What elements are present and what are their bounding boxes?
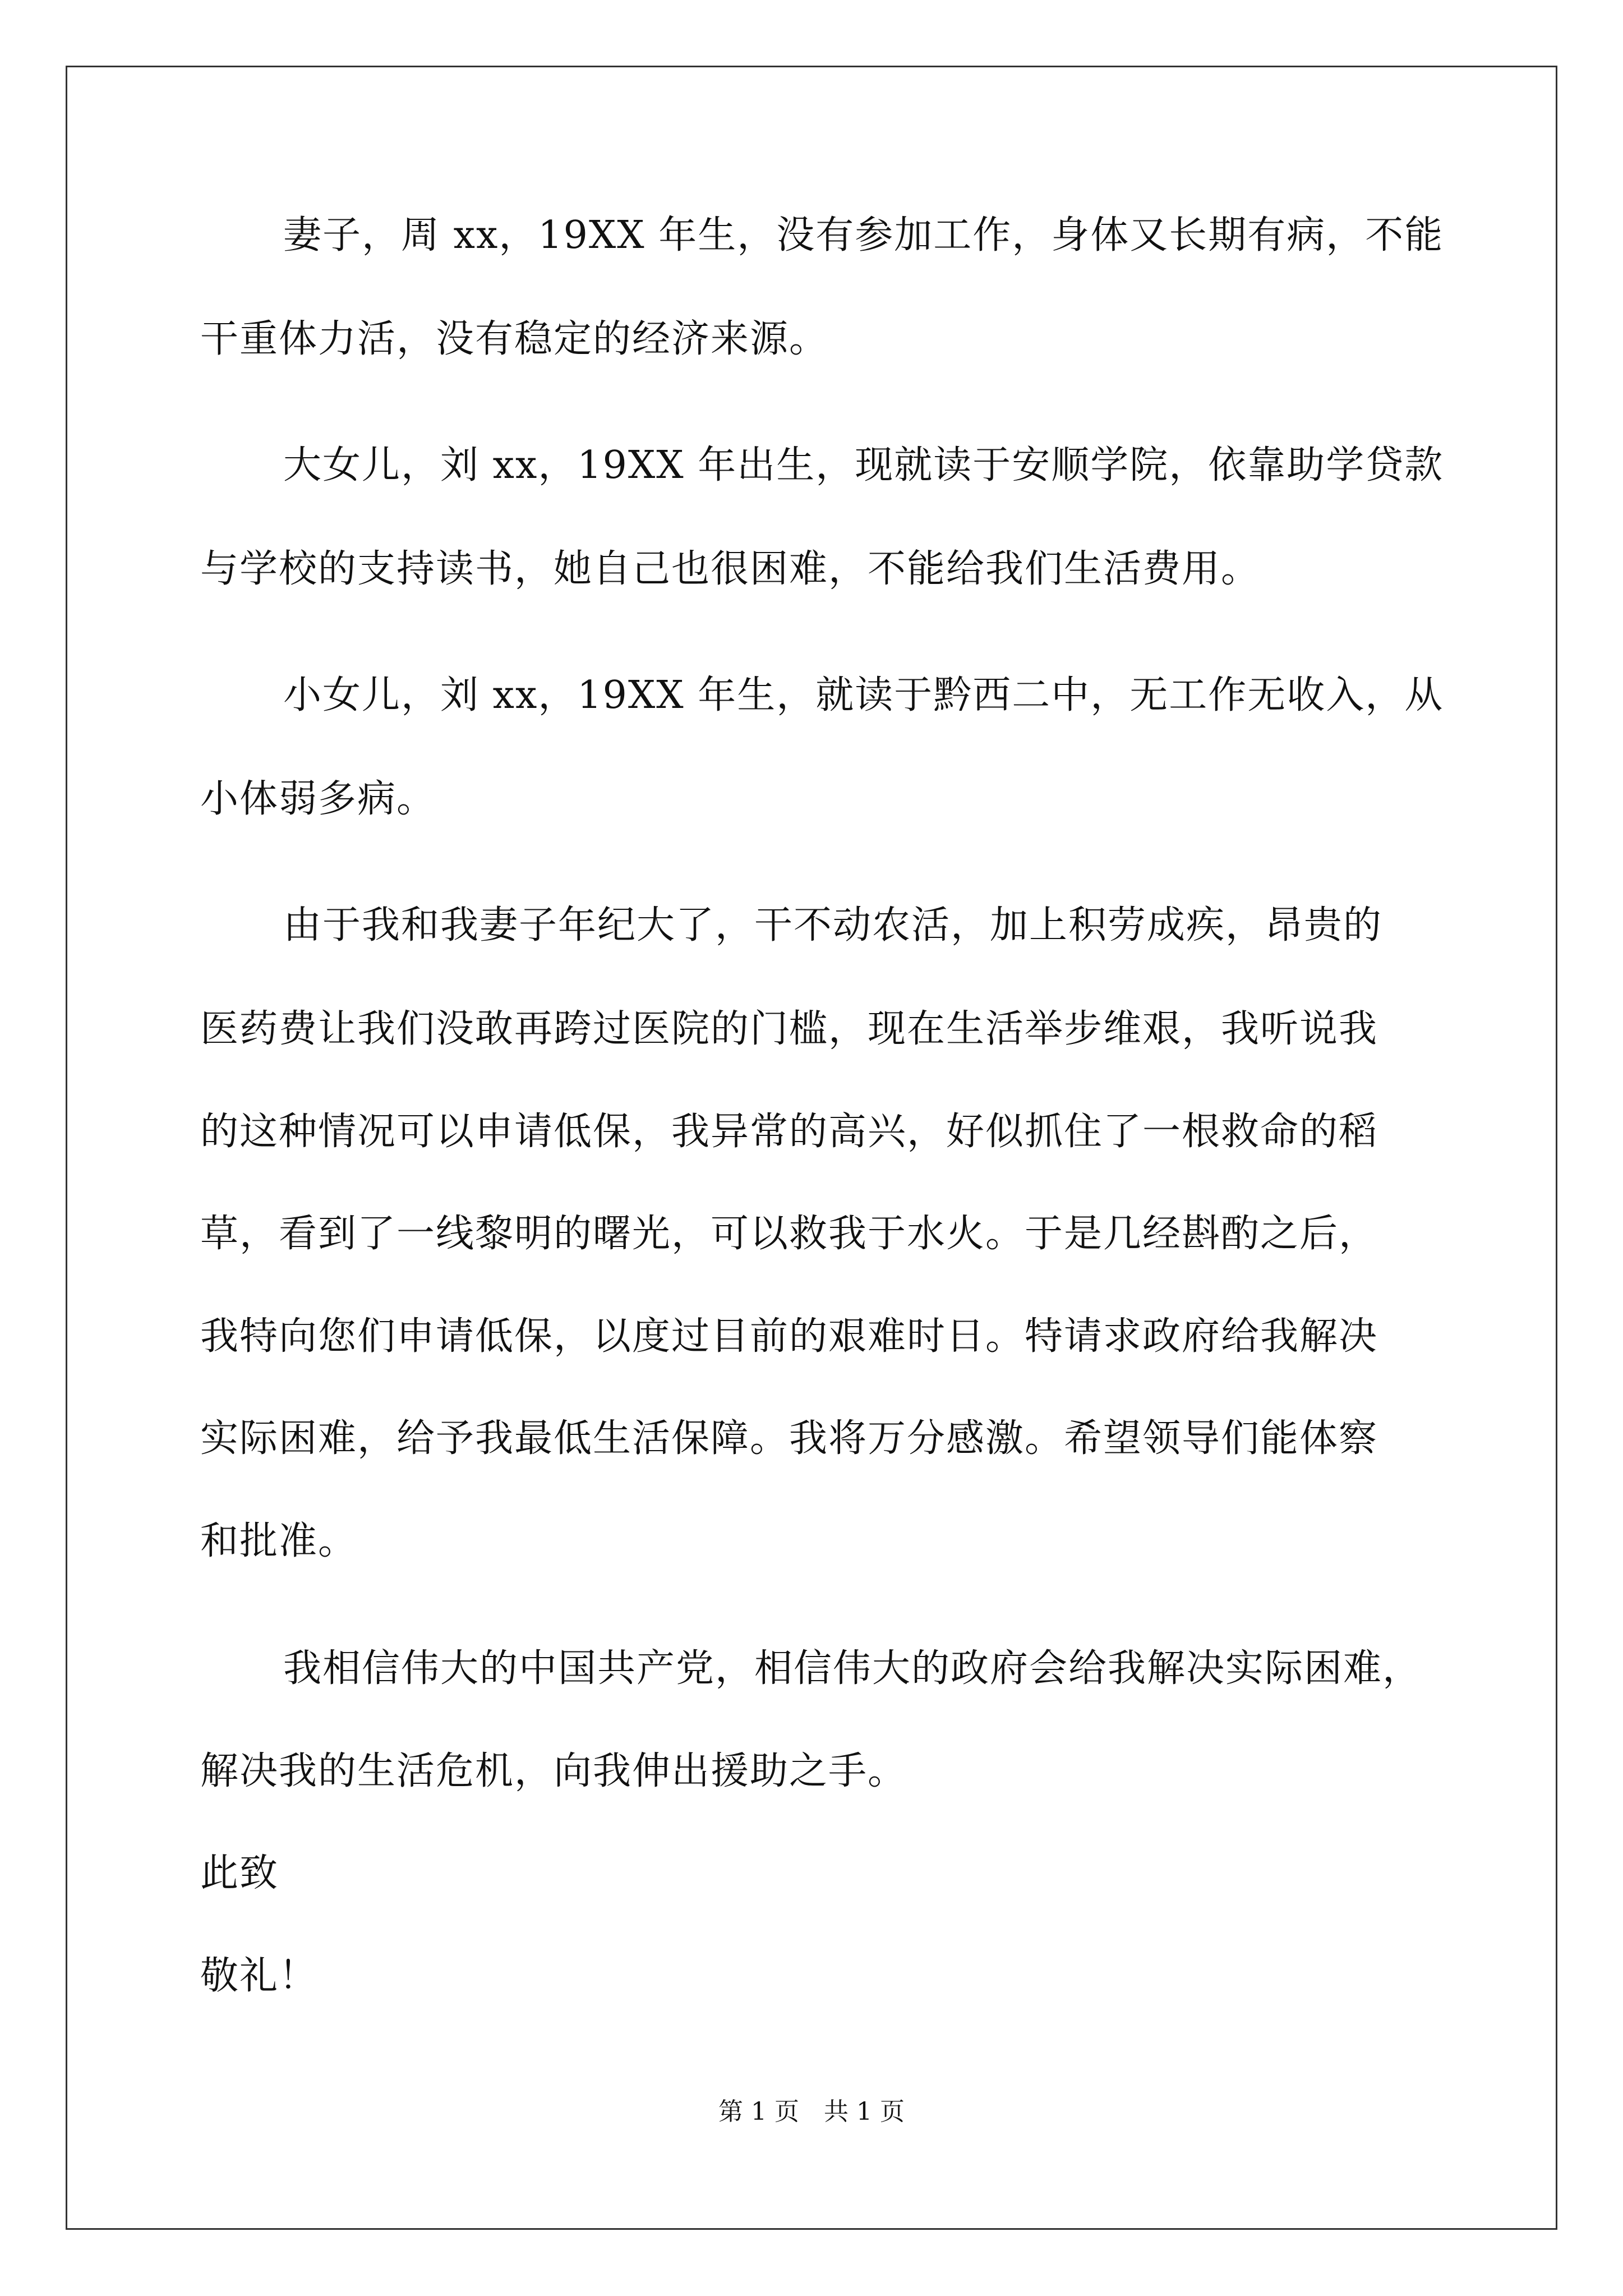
paragraph-line: 的这种情况可以申请低保，我异常的高兴，好似抓住了一根救命的稻 — [200, 1110, 1378, 1154]
closing-line: 此致 — [200, 1851, 279, 1895]
paragraph-line: 草，看到了一线黎明的曙光，可以救我于水火。于是几经斟酌之后， — [200, 1212, 1378, 1256]
paragraph-line: 与学校的支持读书，她自己也很困难，不能给我们生活费用。 — [200, 547, 1261, 591]
paragraph-line: 医药费让我们没敢再跨过医院的门槛，现在生活举步维艰，我听说我 — [200, 1007, 1378, 1051]
paragraph-line: 解决我的生活危机，向我伸出援助之手。 — [200, 1749, 907, 1793]
paragraph-line: 小体弱多病。 — [200, 777, 436, 821]
paragraph-line: 和批准。 — [200, 1519, 358, 1563]
page-footer: 第 1 页 共 1 页 — [718, 2097, 905, 2126]
paragraph-line: 由于我和我妻子年纪大了，干不动农活，加上积劳成疾，昂贵的 — [283, 903, 1383, 947]
paragraph-line: 小女儿，刘 xx，19XX 年生，就读于黔西二中，无工作无收入，从 — [283, 673, 1444, 717]
salutation-line: 敬礼！ — [200, 1954, 319, 1998]
paragraph-line: 大女儿，刘 xx，19XX 年出生，现就读于安顺学院，依靠助学贷款 — [283, 443, 1444, 487]
paragraph-line: 我相信伟大的中国共产党，相信伟大的政府会给我解决实际困难， — [283, 1646, 1422, 1691]
paragraph-line: 干重体力活，没有稳定的经济来源。 — [200, 317, 829, 361]
paragraph-line: 妻子，周 xx，19XX 年生，没有参加工作，身体又长期有病，不能 — [283, 213, 1444, 257]
paragraph-line: 实际困难，给予我最低生活保障。我将万分感激。希望领导们能体察 — [200, 1416, 1378, 1461]
paragraph-line: 我特向您们申请低保，以度过目前的艰难时日。特请求政府给我解决 — [200, 1314, 1378, 1359]
